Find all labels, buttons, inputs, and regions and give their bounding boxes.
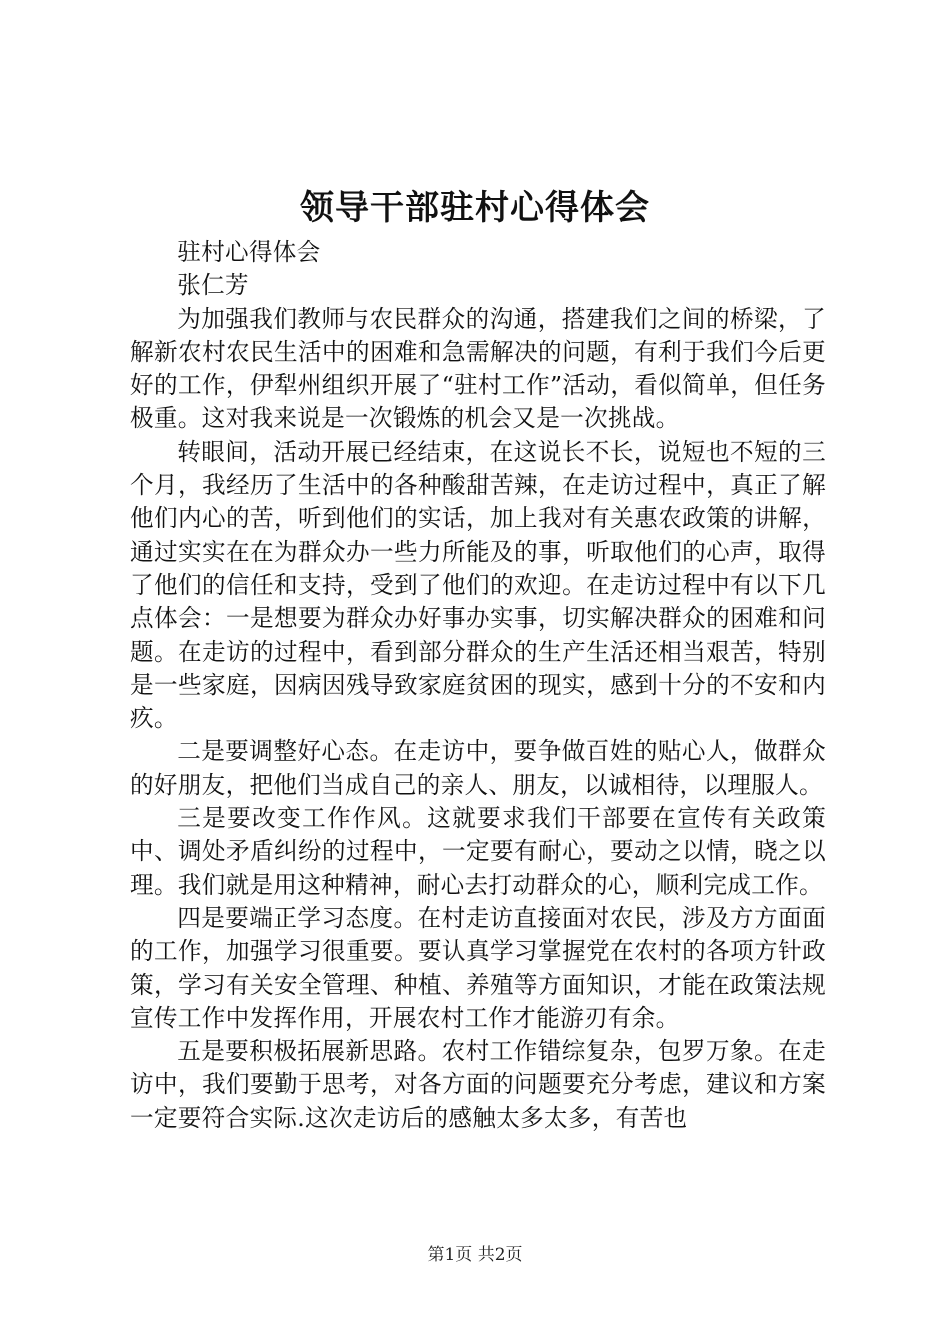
subtitle-paragraph: 驻村心得体会: [177, 238, 321, 266]
document-body: [130, 236, 826, 1135]
body-paragraph: 二是要调整好心态。在走访中，要争做百姓的贴心人，做群众的好朋友，把他们当成自己的亲人、朋友，以诚相待，以理服人。: [130, 737, 826, 799]
body-paragraph: 为加强我们教师与农民群众的沟通，搭建我们之间的桥梁，了解新农村农民生活中的困难和急需解决的问题，有利于我们今后更好的工作，伊犁州组织开展了“驻村工作”活动，看似简单，但任务极重。这对我来说是一次锻炼的机会又是一次挑战。: [130, 304, 826, 433]
body-paragraph: 转眼间，活动开展已经结束，在这说长不长，说短也不短的三个月，我经历了生活中的各种酸甜苦辣，在走访过程中，真正了解他们内心的苦，听到他们的实话，加上我对有关惠农政策的讲解，通过实实在在为群众办一些力所能及的事，听取他们的心声，取得了他们的信任和支持，受到了他们的欢迎。在走访过程中有以下几点体会：一是想要为群众办好事办实事，切实解决群众的困难和问题。在走访的过程中，看到部分群众的生产生活还相当艰苦，特别是一些家庭，因病因残导致家庭贫困的现实，感到十分的不安和内疚。: [130, 437, 826, 733]
body-paragraph: 四是要端正学习态度。在村走访直接面对农民，涉及方方面面的工作，加强学习很重要。要认真学习掌握党在农村的各项方针政策，学习有关安全管理、种植、养殖等方面知识，才能在政策法规宣传工作中发挥作用，开展农村工作才能游刃有余。: [130, 903, 826, 1032]
body-paragraph: 五是要积极拓展新思路。农村工作错综复杂，包罗万象。在走访中，我们要勤于思考，对各方面的问题要充分考虑，建议和方案一定要符合实际.这次走访后的感触太多太多，有苦也: [130, 1037, 826, 1132]
body-paragraph: 三是要改变工作作风。这就要求我们干部要在宣传有关政策中、调处矛盾纠纷的过程中，一定要有耐心，要动之以情，晓之以理。我们就是用这种精神，耐心去打动群众的心，顺利完成工作。: [130, 804, 826, 899]
author-paragraph: 张仁芳: [177, 271, 249, 300]
document-title: 领导干部驻村心得体会: [300, 188, 650, 228]
page-number-footer: 第1页 共2页: [427, 1245, 523, 1265]
